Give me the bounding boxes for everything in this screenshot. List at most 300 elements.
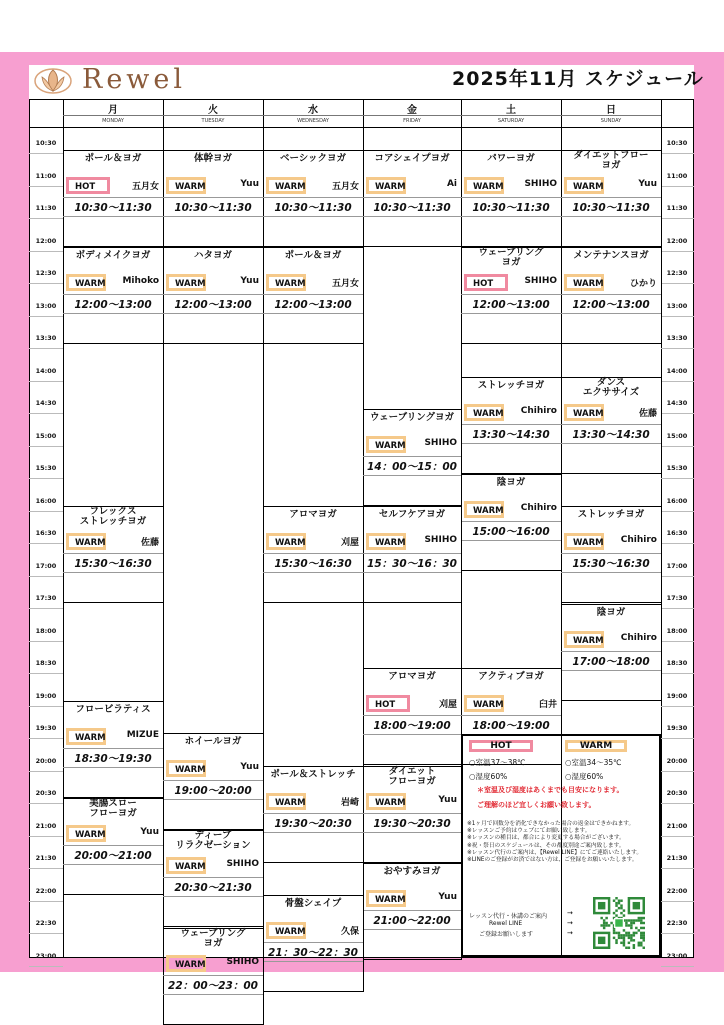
class-block xyxy=(561,506,662,603)
intensity-badge: WARM xyxy=(366,177,406,194)
class-divider xyxy=(263,553,363,554)
class-name: ストレッチヨガ xyxy=(577,509,645,521)
class-divider xyxy=(461,540,561,541)
time-label-left: 13:00 xyxy=(35,301,57,310)
class-divider xyxy=(163,294,263,295)
class-name: ベーシックヨガ xyxy=(279,153,347,164)
class-divider xyxy=(363,197,461,198)
time-label-right: 17:30 xyxy=(666,594,688,602)
day-header-en: SUNDAY xyxy=(600,118,622,124)
day-header-en: WEDNESDAY xyxy=(297,118,329,124)
time-row-line xyxy=(661,186,694,187)
class-divider xyxy=(263,313,363,314)
class-divider xyxy=(163,994,263,995)
intensity-badge: WARM xyxy=(266,793,306,810)
class-time: 13:30～14:30 xyxy=(572,428,650,441)
warm-temperature: ○室温34～35℃ xyxy=(565,758,622,767)
class-time: 19:00～20:00 xyxy=(174,785,252,798)
time-label-right: 21:00 xyxy=(666,821,688,830)
class-divider xyxy=(163,216,263,217)
class-time: 18:00～19:00 xyxy=(373,720,451,733)
time-row-line xyxy=(29,641,63,642)
class-divider xyxy=(63,767,163,768)
class-divider xyxy=(363,216,461,217)
time-row-line xyxy=(29,251,63,252)
time-label-right: 10:30 xyxy=(666,139,688,147)
time-label-right: 19:00 xyxy=(666,691,688,700)
time-label-left: 12:00 xyxy=(35,236,57,245)
time-label-right: 20:30 xyxy=(666,789,688,797)
time-label-right: 15:00 xyxy=(666,431,688,440)
class-name: ボディメイクヨガ xyxy=(75,250,151,262)
intensity-badge: WARM xyxy=(166,955,206,972)
class-divider xyxy=(263,832,363,833)
time-label-left: 17:00 xyxy=(35,561,57,570)
time-label-right: 13:30 xyxy=(666,334,688,342)
time-label-right: 18:00 xyxy=(666,626,688,635)
day-header: 水 xyxy=(308,105,318,116)
instructor-name: SHIHO xyxy=(424,535,457,546)
class-divider xyxy=(363,832,461,833)
class-block xyxy=(263,150,364,247)
instructor-name: Chihiro xyxy=(620,535,657,546)
time-row-line xyxy=(661,478,694,479)
class-name: セルフケアヨガ xyxy=(378,509,446,521)
class-time: 18:30～19:30 xyxy=(74,752,152,765)
legend-note: ※1ヶ月で回数分を消化できなかった場合の返金はできかねます。 xyxy=(467,821,635,827)
class-divider xyxy=(163,975,263,976)
class-divider xyxy=(461,443,561,444)
instructor-name: 久保 xyxy=(340,927,359,938)
legend-note: ※レッスンご予約はウェブにてお願い致します。 xyxy=(467,828,591,835)
time-label-left: 16:30 xyxy=(35,529,57,537)
time-label-right: 11:00 xyxy=(666,171,688,180)
time-label-left: 21:30 xyxy=(35,854,57,862)
time-label-right: 14:30 xyxy=(666,399,688,407)
instructor-name: 五月女 xyxy=(331,182,359,192)
time-label-right: 13:00 xyxy=(666,301,688,310)
day-header-en: SATURDAY xyxy=(497,118,525,124)
class-name: ポール＆ヨガ xyxy=(284,250,342,262)
time-row-line xyxy=(661,218,694,219)
class-name: コアシェイプヨガ xyxy=(374,153,450,164)
time-row-line xyxy=(661,511,694,512)
time-row-line xyxy=(29,933,63,934)
time-row-line xyxy=(661,901,694,902)
time-row-line xyxy=(29,478,63,479)
time-label-left: 13:30 xyxy=(35,334,57,342)
class-block xyxy=(263,895,364,992)
class-block xyxy=(561,604,662,701)
time-row-line xyxy=(29,803,63,804)
class-time: 15：30～16：30 xyxy=(367,558,457,571)
intensity-badge: WARM xyxy=(66,274,106,291)
time-label-left: 22:30 xyxy=(35,919,57,927)
time-row-line xyxy=(29,738,63,739)
time-row-line xyxy=(29,901,63,902)
class-time: 10:30～11:30 xyxy=(174,202,252,214)
intensity-badge: WARM xyxy=(564,404,604,421)
class-name: ダイエットフロー ヨガ xyxy=(573,150,649,171)
time-row-line xyxy=(29,868,63,869)
class-name: アロマヨガ xyxy=(289,509,337,521)
class-time: 12:00～13:00 xyxy=(174,299,252,312)
time-row-line xyxy=(661,771,694,772)
class-time: 19:30～20:30 xyxy=(274,817,352,830)
time-label-right: 17:00 xyxy=(666,561,688,570)
time-row-line xyxy=(29,608,63,609)
header-line xyxy=(29,99,694,100)
class-block xyxy=(363,150,462,247)
instructor-name: Yuu xyxy=(240,179,259,189)
class-divider xyxy=(63,216,163,217)
time-row-line xyxy=(29,836,63,837)
time-label-left: 19:30 xyxy=(35,724,57,732)
day-header-en: MONDAY xyxy=(102,118,124,124)
class-name: 美腸スロー フローヨガ xyxy=(89,798,137,819)
time-label-left: 11:30 xyxy=(35,204,57,212)
time-label-right: 12:00 xyxy=(666,236,688,245)
line-info-1: レッスン代行・休講のご案内 xyxy=(469,913,547,920)
warm-legend-badge: WARM xyxy=(565,740,627,752)
time-row-line xyxy=(661,673,694,674)
class-name: おやすみヨガ xyxy=(383,865,441,877)
time-row-line xyxy=(661,608,694,609)
class-name: ポール＆ストレッチ xyxy=(270,768,356,780)
class-block xyxy=(363,409,462,506)
day-header-en: TUESDAY xyxy=(201,118,225,124)
time-label-left: 17:30 xyxy=(35,594,57,602)
class-divider xyxy=(561,670,661,671)
class-divider xyxy=(461,715,561,716)
class-time: 12:00～13:00 xyxy=(572,299,650,312)
class-time: 15:00～16:00 xyxy=(472,526,550,538)
class-divider xyxy=(561,294,661,295)
time-label-right: 18:30 xyxy=(666,659,688,667)
intensity-badge: WARM xyxy=(66,825,106,842)
time-row-line xyxy=(661,316,694,317)
class-divider xyxy=(461,197,561,198)
time-label-right: 16:00 xyxy=(666,496,688,505)
time-row-line xyxy=(661,543,694,544)
class-block xyxy=(263,247,364,344)
class-divider xyxy=(263,813,363,814)
intensity-badge: HOT xyxy=(366,695,410,712)
time-row-line xyxy=(29,966,63,967)
time-row-line xyxy=(29,186,63,187)
hot-legend-badge: HOT xyxy=(469,740,533,752)
class-divider xyxy=(263,294,363,295)
class-divider xyxy=(363,475,461,476)
time-row-line xyxy=(29,381,63,382)
instructor-name: SHIHO xyxy=(424,438,457,449)
instructor-name: Yuu xyxy=(140,827,159,837)
intensity-badge: WARM xyxy=(564,177,604,194)
class-divider xyxy=(561,651,661,652)
time-row-line xyxy=(29,348,63,349)
class-divider xyxy=(63,864,163,865)
time-label-right: 19:30 xyxy=(666,724,688,732)
time-label-right: 23:00 xyxy=(666,951,688,960)
class-name: フレックス ストレッチヨガ xyxy=(79,506,147,528)
class-time: 15:30～16:30 xyxy=(274,558,352,571)
intensity-badge: WARM xyxy=(266,533,306,550)
class-block xyxy=(263,766,364,863)
hot-humidity: ○湿度60% xyxy=(469,772,508,781)
class-name: ウェーブリング ヨガ xyxy=(478,247,544,269)
legend-warning: ＊室温及び湿度はあくまでも目安になります。 xyxy=(477,786,624,794)
legend-note: ※祝・祭日のスケジュールは、その都度別途ご案内致します。 xyxy=(467,842,625,849)
class-divider xyxy=(363,456,461,457)
arrow-icon: → xyxy=(567,909,573,917)
time-label-right: 21:30 xyxy=(666,854,688,862)
time-row-line xyxy=(661,413,694,414)
class-time: 20:30～21:30 xyxy=(174,882,252,895)
class-name: ダンス エクササイズ xyxy=(582,376,640,398)
class-time: 14：00～15：00 xyxy=(367,461,457,474)
arrow-icon: → xyxy=(567,929,573,937)
class-time: 10:30～11:30 xyxy=(472,202,550,214)
class-name: ディープ リラクゼーション xyxy=(175,830,251,852)
class-divider xyxy=(561,424,661,425)
class-time: 12:00～13:00 xyxy=(74,299,152,312)
time-row-line xyxy=(661,153,694,154)
time-label-left: 20:30 xyxy=(35,789,57,797)
instructor-name: MIZUE xyxy=(126,729,159,740)
time-label-left: 12:30 xyxy=(35,269,57,277)
class-time: 20:00～21:00 xyxy=(74,850,152,862)
instructor-name: 佐藤 xyxy=(638,408,657,419)
time-row-line xyxy=(661,868,694,869)
instructor-name: Yuu xyxy=(438,794,457,805)
class-divider xyxy=(263,942,363,943)
class-block xyxy=(63,701,164,798)
instructor-name: Chihiro xyxy=(620,632,657,643)
class-block xyxy=(163,150,264,247)
time-row-line xyxy=(661,576,694,577)
time-label-left: 18:00 xyxy=(35,626,57,635)
class-divider xyxy=(163,780,263,781)
intensity-badge: WARM xyxy=(564,533,604,550)
class-divider xyxy=(461,216,561,217)
class-time: 21:00～22:00 xyxy=(373,914,451,927)
class-block xyxy=(263,506,364,603)
intensity-badge: WARM xyxy=(564,274,604,291)
time-label-right: 14:00 xyxy=(666,366,688,375)
class-divider xyxy=(561,553,661,554)
day-header: 月 xyxy=(108,105,118,116)
time-label-left: 22:00 xyxy=(35,886,57,895)
intensity-badge: WARM xyxy=(464,501,504,518)
warm-humidity: ○湿度60% xyxy=(565,772,604,781)
intensity-badge: WARM xyxy=(166,857,206,874)
class-block xyxy=(63,247,164,344)
time-label-left: 16:00 xyxy=(35,496,57,505)
class-block xyxy=(163,247,264,344)
time-row-line xyxy=(29,316,63,317)
class-divider xyxy=(63,294,163,295)
class-divider xyxy=(63,845,163,846)
arrow-icon: → xyxy=(567,919,573,927)
intensity-badge: WARM xyxy=(166,760,206,777)
intensity-badge: WARM xyxy=(266,922,306,939)
day-header: 日 xyxy=(606,105,616,116)
intensity-badge: WARM xyxy=(266,177,306,194)
instructor-name: Mihoko xyxy=(122,276,159,287)
class-name: パワーヨガ xyxy=(487,153,535,164)
intensity-badge: HOT xyxy=(464,274,508,291)
instructor-name: ひかり xyxy=(629,279,657,290)
class-block xyxy=(461,377,562,474)
time-row-line xyxy=(661,348,694,349)
class-divider xyxy=(163,896,263,897)
class-time: 15:30～16:30 xyxy=(74,558,152,571)
instructor-name: 臼井 xyxy=(538,700,557,711)
class-divider xyxy=(63,748,163,749)
intensity-badge: WARM xyxy=(266,274,306,291)
time-row-line xyxy=(29,283,63,284)
time-label-right: 15:30 xyxy=(666,464,688,472)
time-label-left: 10:30 xyxy=(35,139,57,147)
time-label-left: 11:00 xyxy=(35,171,57,180)
time-label-right: 12:30 xyxy=(666,269,688,277)
page-title: 2025年11月 スケジュール xyxy=(452,68,704,90)
time-label-right: 22:00 xyxy=(666,886,688,895)
time-row-line xyxy=(29,218,63,219)
class-name: アクティブヨガ xyxy=(478,671,544,683)
class-time: 15:30～16:30 xyxy=(572,558,650,571)
class-block xyxy=(461,150,562,247)
time-row-line xyxy=(29,153,63,154)
time-row-line xyxy=(661,836,694,837)
intensity-badge: WARM xyxy=(366,890,406,907)
class-time: 10:30～11:30 xyxy=(572,202,650,214)
class-divider xyxy=(461,424,561,425)
instructor-name: Chihiro xyxy=(520,405,557,416)
class-time: 12:00～13:00 xyxy=(274,299,352,312)
instructor-name: 五月女 xyxy=(131,182,159,192)
day-header-en: FRIDAY xyxy=(403,118,421,124)
time-label-left: 15:00 xyxy=(35,431,57,440)
instructor-name: Ai xyxy=(446,179,457,189)
class-time: 22：00～23：00 xyxy=(168,979,258,992)
instructor-name: SHIHO xyxy=(524,179,557,189)
line-info-3: ご登録お願いします xyxy=(479,931,534,938)
class-name: ウェーブリングヨガ xyxy=(369,412,455,424)
class-name: 骨盤シェイプ xyxy=(284,898,342,910)
class-divider xyxy=(461,294,561,295)
class-divider xyxy=(561,197,661,198)
instructor-name: SHIHO xyxy=(226,859,259,870)
class-divider xyxy=(263,197,363,198)
time-row-line xyxy=(29,446,63,447)
class-name: 陰ヨガ xyxy=(596,606,626,618)
class-divider xyxy=(363,813,461,814)
time-label-left: 18:30 xyxy=(35,659,57,667)
class-divider xyxy=(363,572,461,573)
class-name: 体幹ヨガ xyxy=(193,153,232,164)
class-name: アロマヨガ xyxy=(388,671,436,683)
class-block xyxy=(461,474,562,571)
intensity-badge: WARM xyxy=(66,728,106,745)
time-label-right: 11:30 xyxy=(666,204,688,212)
class-name: メンテナンスヨガ xyxy=(573,250,649,262)
class-name: フロービラティス xyxy=(75,703,151,715)
time-row-line xyxy=(661,966,694,967)
instructor-name: Yuu xyxy=(438,891,457,902)
intensity-badge: WARM xyxy=(166,274,206,291)
time-row-line xyxy=(29,543,63,544)
time-label-left: 14:00 xyxy=(35,366,57,375)
legend-note: ※レッスン代行のご案内は、【Rewel LINE】にてご連絡いたします。 xyxy=(467,849,643,856)
class-time: 13:30～14:30 xyxy=(472,428,550,441)
time-row-line xyxy=(29,576,63,577)
legend-notes xyxy=(467,821,657,864)
class-time: 19:30～20:30 xyxy=(373,817,451,830)
instructor-name: Yuu xyxy=(240,762,259,773)
instructor-name: Chihiro xyxy=(520,503,557,513)
class-time: 12:00～13:00 xyxy=(472,299,550,312)
class-divider xyxy=(363,910,461,911)
class-divider xyxy=(163,313,263,314)
class-block xyxy=(363,668,462,765)
class-divider xyxy=(461,521,561,522)
instructor-name: 刈屋 xyxy=(340,538,359,549)
header-bottom-line xyxy=(29,127,694,128)
class-name: ポール＆ヨガ xyxy=(84,153,142,164)
class-name: ダイエット フローヨガ xyxy=(388,765,436,787)
class-divider xyxy=(363,715,461,716)
class-block xyxy=(363,863,462,960)
instructor-name: Yuu xyxy=(240,276,259,287)
class-divider xyxy=(363,553,461,554)
intensity-badge: WARM xyxy=(66,533,106,550)
class-divider xyxy=(163,799,263,800)
time-label-left: 21:00 xyxy=(35,821,57,830)
class-name: ハタヨガ xyxy=(193,250,232,262)
class-name: 陰ヨガ xyxy=(496,477,526,488)
time-row-line xyxy=(661,706,694,707)
intensity-badge: WARM xyxy=(464,404,504,421)
instructor-name: SHIHO xyxy=(524,276,557,287)
class-time: 10:30～11:30 xyxy=(373,202,451,214)
instructor-name: Yuu xyxy=(638,179,657,189)
line-qr-code-icon[interactable] xyxy=(593,897,645,949)
time-row-line xyxy=(661,446,694,447)
instructor-name: 刈屋 xyxy=(438,700,457,711)
time-row-line xyxy=(29,706,63,707)
time-row-line xyxy=(661,251,694,252)
class-block xyxy=(63,150,164,247)
time-row-line xyxy=(29,771,63,772)
legend-note: ※レッスンの種目は、都合により変更する場合がございます。 xyxy=(467,835,625,842)
class-divider xyxy=(63,197,163,198)
time-label-right: 20:00 xyxy=(666,756,688,765)
intensity-badge: WARM xyxy=(564,631,604,648)
class-divider xyxy=(363,734,461,735)
time-row-line xyxy=(661,803,694,804)
time-row-line xyxy=(29,673,63,674)
legend-note: ※LINEのご登録がお済ではない方は、ご登録をお願いいたします。 xyxy=(467,857,638,864)
time-label-left: 23:00 xyxy=(35,951,57,960)
brand-logo: Rewel xyxy=(82,64,187,95)
instructor-name: 五月女 xyxy=(331,279,359,290)
class-time: 10:30～11:30 xyxy=(74,202,152,214)
intensity-badge: WARM xyxy=(366,436,406,453)
class-block xyxy=(363,506,462,603)
intensity-badge: WARM xyxy=(366,533,406,550)
day-header: 土 xyxy=(506,105,516,116)
